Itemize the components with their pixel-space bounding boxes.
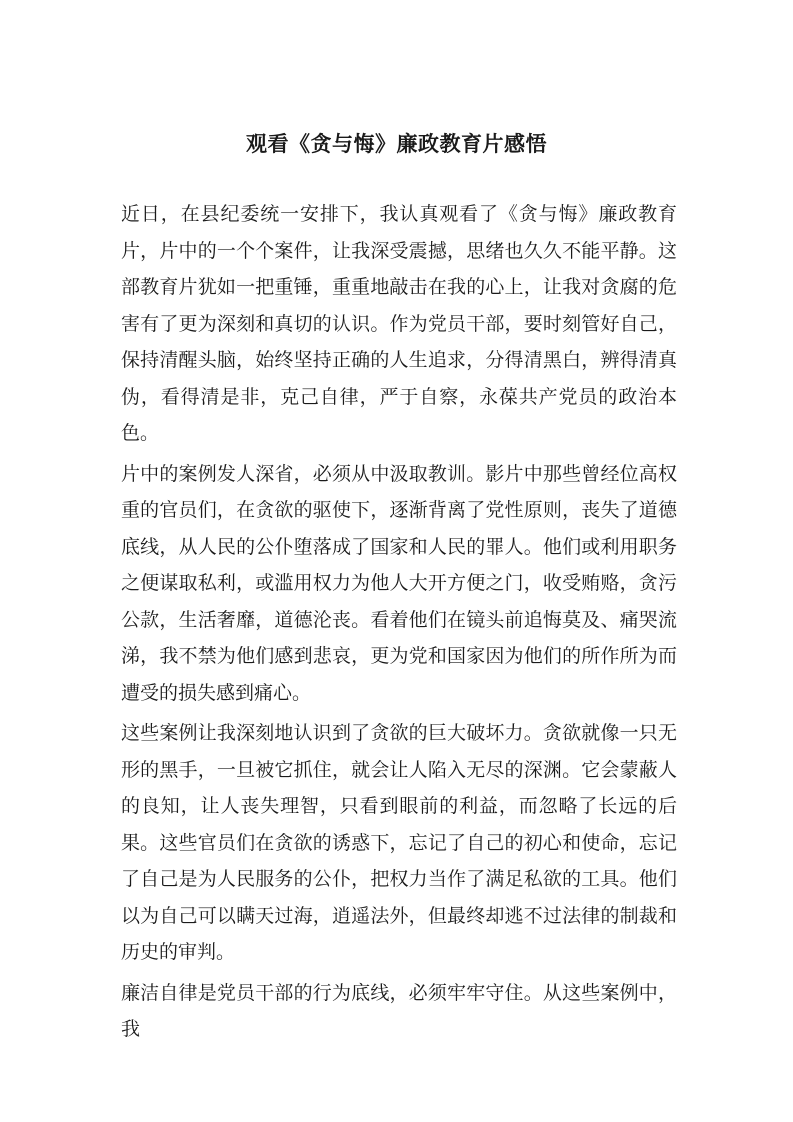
paragraph-1: 近日，在县纪委统一安排下，我认真观看了《贪与悔》廉政教育片，片中的一个个案件，让我深受震撼，思绪也久久不能平静。这部教育片犹如一把重锤，重重地敲击在我的心上，让我对贪腐的危害有了更为深刻和真切的认识。作为党员干部，要时刻管好自己，保持清醒头脑，始终坚持正确的人生追求，分得清黑白，辨得清真伪，看得清是非，克己自律，严于自察，永葆共产党员的政治本色。 [121,203,677,444]
paragraph-3: 这些案例让我深刻地认识到了贪欲的巨大破坏力。贪欲就像一只无形的黑手，一旦被它抓住，就会让人陷入无尽的深渊。它会蒙蔽人的良知，让人丧失理智，只看到眼前的利益，而忽略了长远的后果。这些官员们在贪欲的诱惑下，忘记了自己的初心和使命，忘记了自己是为人民服务的公仆，把权力当作了满足私欲的工具。他们以为自己可以瞒天过海，逍遥法外，但最终却逃不过法律的制裁和历史的审判。 [121,722,677,963]
document-title: 观看《贪与悔》廉政教育片感悟 [246,131,547,156]
document-body [121,196,677,1052]
paragraph-4: 廉洁自律是党员干部的行为底线，必须牢牢守住。从这些案例中，我 [121,981,677,1040]
paragraph-2: 片中的案例发人深省，必须从中汲取教训。影片中那些曾经位高权重的官员们，在贪欲的驱使下，逐渐背离了党性原则，丧失了道德底线，从人民的公仆堕落成了国家和人民的罪人。他们或利用职务之便谋取私利，或滥用权力为他人大开方便之门，收受贿赂，贪污公款，生活奢靡，道德沦丧。看着他们在镜头前追悔莫及、痛哭流涕，我不禁为他们感到悲哀，更为党和国家因为他们的所作所为而遭受的损失感到痛心。 [121,462,677,704]
